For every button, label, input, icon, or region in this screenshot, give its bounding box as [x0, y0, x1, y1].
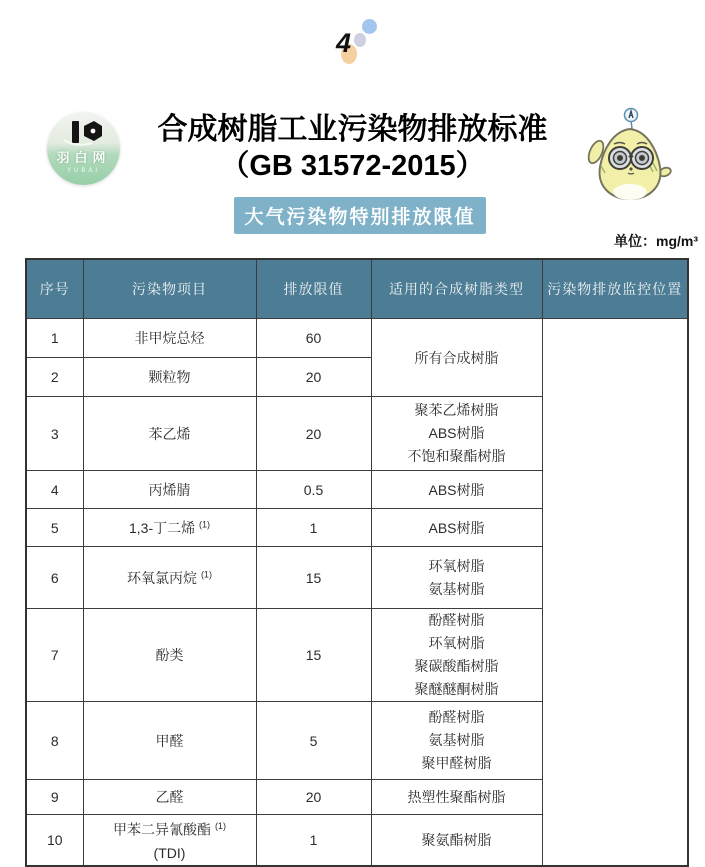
- cell-no: 5: [26, 509, 83, 547]
- cell-no: 9: [26, 780, 83, 815]
- cell-resin: ABS树脂: [371, 471, 542, 509]
- cell-pollutant: 环氧氯丙烷 $^{(1)}$: [83, 547, 256, 609]
- resin-line: 环氧树脂: [428, 557, 485, 574]
- page-title: [120, 112, 585, 184]
- resin-line: ABS树脂: [428, 425, 485, 441]
- cell-resin: 聚氨酯树脂: [371, 815, 542, 866]
- cell-limit: 5: [256, 702, 371, 780]
- cell-no: 1: [26, 319, 83, 358]
- col-header-monitor-location: 污染物排放监控位置: [542, 259, 688, 319]
- cell-pollutant: 1,3-丁二烯 $^{(1)}$: [83, 509, 256, 547]
- cell-limit: 60: [256, 319, 371, 358]
- pollutant-line2: (TDI): [153, 844, 186, 861]
- page-number: 4: [336, 28, 352, 58]
- resin-line: 聚醚醚酮树脂: [414, 681, 499, 697]
- title-line-1: 合成树脂工业污染物排放标准: [157, 113, 548, 146]
- resin-line: 酚醛树脂: [428, 709, 485, 725]
- cell-pollutant: 乙醛: [83, 780, 256, 815]
- cell-limit: 20: [256, 358, 371, 397]
- mascot-bird-icon: [583, 106, 675, 211]
- cell-pollutant: 甲醛: [83, 702, 256, 780]
- title-line-2: （GB 31572-2015）: [220, 150, 485, 182]
- cell-monitor-merged: [542, 319, 688, 866]
- cell-no: 7: [26, 609, 83, 702]
- cell-no: 8: [26, 702, 83, 780]
- cell-resin-merged: 所有合成树脂: [371, 319, 542, 397]
- cell-resin: [371, 609, 542, 702]
- cell-no: 6: [26, 547, 83, 609]
- col-header-no: 序号: [26, 259, 83, 319]
- col-header-pollutant: 污染物项目: [83, 259, 256, 319]
- resin-line: 不饱和聚酯树脂: [407, 448, 506, 464]
- cell-resin: [371, 397, 542, 471]
- cell-resin: 热塑性聚酯树脂: [371, 780, 542, 815]
- yubai-logo: [47, 112, 120, 185]
- resin-line: 氨基树脂: [428, 732, 485, 748]
- resin-line: 环氧树脂: [428, 635, 485, 651]
- cell-no: 10: [26, 815, 83, 866]
- emission-limits-table: [25, 258, 687, 867]
- logo-emblem-icon: [47, 118, 120, 148]
- cell-pollutant: 酚类: [83, 609, 256, 702]
- cell-pollutant: 丙烯腈: [83, 471, 256, 509]
- cell-pollutant: 非甲烷总烃: [83, 319, 256, 358]
- cell-resin: [371, 547, 542, 609]
- table-row: [26, 319, 688, 358]
- resin-line: 酚醛树脂: [428, 612, 485, 628]
- resin-line: 聚碳酸酯树脂: [414, 658, 499, 674]
- cell-pollutant: 甲苯二异氰酸酯 $^{(1)}$ (TDI): [83, 815, 256, 866]
- resin-line: 聚甲醛树脂: [421, 755, 492, 771]
- section-banner: [234, 197, 486, 234]
- cell-limit: 0.5: [256, 471, 371, 509]
- section-banner-label: 大气污染物特别排放限值: [244, 207, 476, 228]
- cell-no: 4: [26, 471, 83, 509]
- cell-no: 2: [26, 358, 83, 397]
- logo-name-en: YUBAI: [66, 168, 100, 174]
- resin-line: 氨基树脂: [428, 580, 485, 597]
- cell-pollutant: 颗粒物: [83, 358, 256, 397]
- cell-limit: 1: [256, 509, 371, 547]
- cell-resin: ABS树脂: [371, 509, 542, 547]
- footnote-marker: (1): [214, 821, 226, 831]
- footnote-marker: (1): [200, 568, 212, 579]
- unit-label: 单位：mg/m³: [614, 233, 698, 249]
- footnote-marker: (1): [199, 518, 210, 529]
- col-header-limit: 排放限值: [256, 259, 371, 319]
- cell-limit: 15: [256, 547, 371, 609]
- col-header-resin-type: 适用的合成树脂类型: [371, 259, 542, 319]
- cell-limit: 20: [256, 780, 371, 815]
- cell-no: 3: [26, 397, 83, 471]
- cell-limit: 15: [256, 609, 371, 702]
- table-header-row: [26, 259, 688, 319]
- cell-pollutant: 苯乙烯: [83, 397, 256, 471]
- resin-line: 聚苯乙烯树脂: [414, 402, 499, 418]
- logo-name-zh: 羽白网: [56, 150, 111, 165]
- cell-resin: [371, 702, 542, 780]
- cell-limit: 20: [256, 397, 371, 471]
- ornament-dot-blue: [362, 19, 377, 34]
- cell-limit: 1: [256, 815, 371, 866]
- ornament-dot-gray: [354, 33, 366, 47]
